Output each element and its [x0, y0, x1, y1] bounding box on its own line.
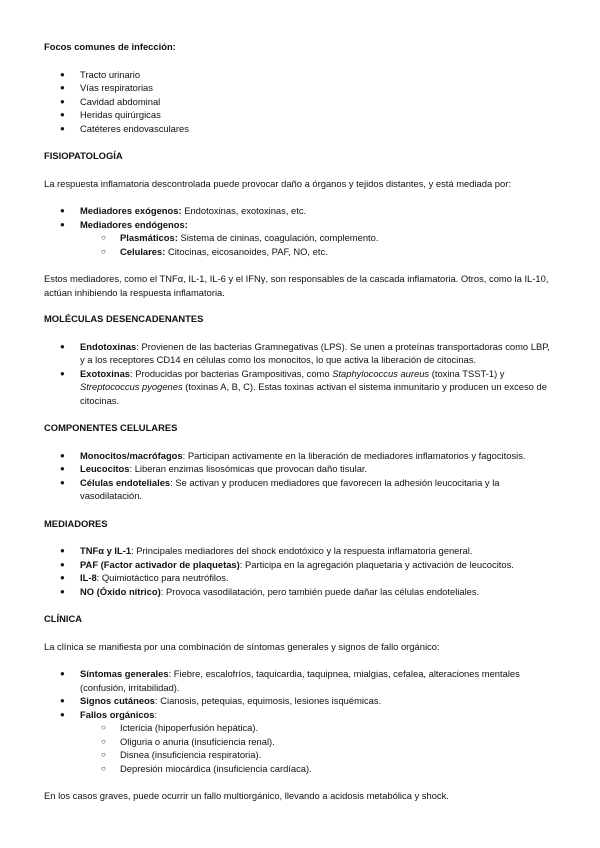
bullet-icon: ●	[60, 559, 65, 569]
bullet-icon: ●	[60, 219, 65, 229]
moleculas-title: MOLÉCULAS DESENCADENANTES	[44, 313, 204, 324]
list-item: ● Mediadores endógenos:	[60, 218, 188, 230]
list-item: ● Signos cutáneos: Cianosis, petequias, equimosis, lesiones isquémicas.	[60, 695, 382, 706]
fisiopatologia-intro: La respuesta inflamatoria descontrolada puede provocar daño a órganos y tejidos distantes, y está mediada por:	[44, 177, 511, 189]
circle-bullet-icon: ○	[101, 233, 106, 242]
list-item: ● Exotoxinas: Producidas por bacterias Grampositivas, como Staphylococcus aureus (toxina TSST-1) y Streptococcus pyogenes (toxinas A, B, C). Estas toxinas activan el sistema inmunitario y producen un exceso de citocinas.	[60, 367, 547, 406]
bullet-icon: ●	[60, 206, 65, 215]
bullet-icon: ●	[60, 709, 65, 719]
list-item: ○ Disnea (insuficiencia respiratoria).	[101, 749, 262, 760]
list-item: ● Fallos orgánicos:	[60, 708, 158, 720]
list-item: ● Catéteres endovasculares	[60, 122, 189, 134]
bullet-icon: ●	[60, 341, 65, 351]
mediadores-list	[44, 544, 556, 598]
bullet-icon: ●	[60, 586, 65, 596]
fisiopatologia-closing: Estos mediadores, como el TNFα, IL-1, IL-6 y el IFNγ, son responsables de la cascada inflamatoria. Otros, como la IL-10, actúan inhibiendo la respuesta inflamatoria.	[44, 273, 549, 298]
list-item: ○ Plasmáticos: Sistema de cininas, coagulación, complemento.	[101, 232, 379, 243]
list-item: ● Monocitos/macrófagos: Participan activamente en la liberación de mediadores inflamatorios y fagocitosis.	[60, 449, 526, 461]
bullet-icon: ●	[60, 464, 65, 473]
componentes-list	[44, 449, 556, 503]
bullet-icon: ●	[60, 546, 65, 555]
bullet-icon: ●	[60, 477, 65, 487]
clinica-closing: En los casos graves, puede ocurrir un fallo multiorgánico, llevando a acidosis metabólica y shock.	[44, 790, 449, 801]
bullet-icon: ●	[60, 110, 65, 119]
componentes-title: COMPONENTES CELULARES	[44, 422, 178, 433]
clinica-intro: La clínica se manifiesta por una combinación de síntomas generales y signos de fallo orgánico:	[44, 640, 440, 652]
bullet-icon: ●	[60, 368, 65, 378]
bullet-icon: ●	[60, 83, 65, 92]
bullet-icon: ●	[60, 123, 65, 133]
list-item: ● TNFα y IL-1: Principales mediadores del shock endotóxico y la respuesta inflamatoria general.	[60, 545, 473, 556]
circle-bullet-icon: ○	[101, 723, 106, 732]
list-item: ● Mediadores exógenos: Endotoxinas, exotoxinas, etc.	[60, 205, 307, 216]
list-item: ● Endotoxinas: Provienen de las bacterias Gramnegativas (LPS). Se unen a proteínas transportadoras como LBP, y a los receptores CD14 en células como los monocitos, lo que activa la liberación de citocinas.	[60, 340, 550, 365]
bullet-icon: ●	[60, 69, 65, 79]
bullet-icon: ●	[60, 573, 65, 582]
document-page	[44, 40, 556, 803]
bullet-icon: ●	[60, 450, 65, 460]
list-item: ● Vías respiratorias	[60, 82, 153, 93]
bullet-icon: ●	[60, 96, 65, 106]
circle-bullet-icon: ○	[101, 246, 106, 256]
fisiopatologia-title: FISIOPATOLOGÍA	[44, 150, 123, 161]
clinica-title: CLÍNICA	[44, 613, 83, 624]
mediadores-title: MEDIADORES	[44, 517, 108, 529]
circle-bullet-icon: ○	[101, 736, 106, 746]
bullet-icon: ●	[60, 696, 65, 705]
list-item: ● Síntomas generales: Fiebre, escalofríos, taquicardia, taquipnea, mialgias, cefalea, alteraciones mentales (confusión, irritabilidad).	[60, 668, 520, 693]
circle-bullet-icon: ○	[101, 750, 106, 759]
list-item: ● Células endoteliales: Se activan y producen mediadores que favorecen la adhesión leucocitaria y la vasodilatación.	[60, 476, 500, 501]
focos-title: Focos comunes de infección:	[44, 41, 176, 52]
bullet-icon: ●	[60, 669, 65, 678]
mediadores-types-list	[44, 204, 556, 258]
list-item: ○ Ictericia (hipoperfusión hepática).	[101, 722, 259, 733]
list-item: ● Leucocitos: Liberan enzimas lisosómicas que provocan daño tisular.	[60, 463, 368, 474]
list-item: ○ Oliguria o anuria (insuficiencia renal).	[101, 735, 275, 747]
list-item: ● IL-8: Quimiotáctico para neutrófilos.	[60, 572, 229, 583]
circle-bullet-icon: ○	[101, 763, 106, 773]
list-item: ● Heridas quirúrgicas	[60, 109, 161, 120]
clinica-list	[44, 667, 556, 775]
list-item: ● NO (Óxido nítrico): Provoca vasodilatación, pero también puede dañar las células endoteliales.	[60, 585, 480, 597]
list-item: ● Cavidad abdominal	[60, 95, 161, 107]
list-item: ● PAF (Factor activador de plaquetas): Participa en la agregación plaquetaria y activación de leucocitos.	[60, 558, 514, 570]
list-item: ○ Celulares: Citocinas, eicosanoides, PAF, NO, etc.	[101, 245, 328, 257]
moleculas-list	[44, 340, 556, 408]
focos-list	[44, 68, 556, 136]
list-item: ○ Depresión miocárdica (insuficiencia cardíaca).	[101, 762, 312, 774]
list-item: ● Tracto urinario	[60, 68, 141, 80]
